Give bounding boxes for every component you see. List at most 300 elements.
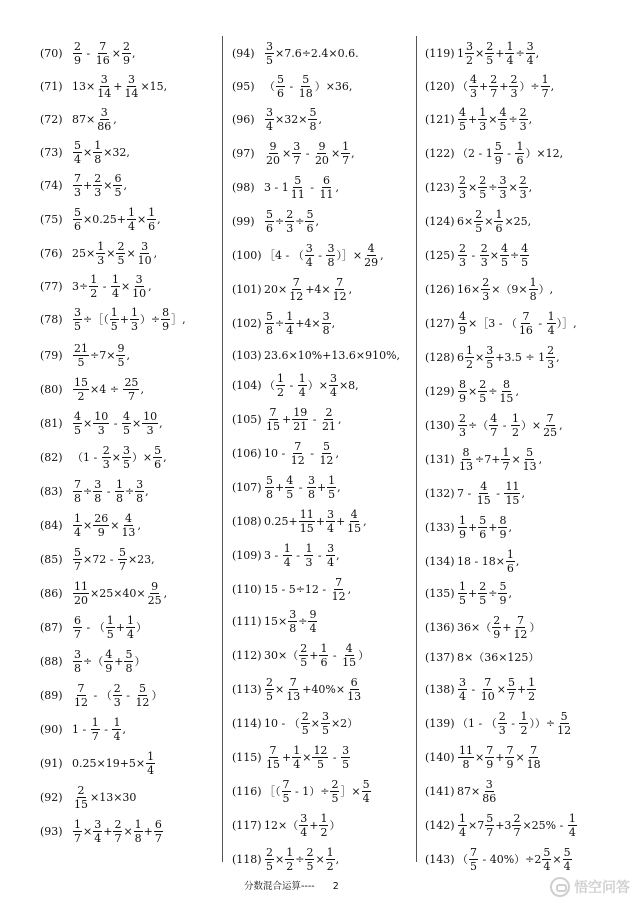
fraction-denominator: 4	[362, 791, 370, 805]
problem-item	[425, 512, 512, 542]
problem-number: (136)	[425, 620, 455, 634]
fraction-numerator: 3	[307, 473, 315, 487]
fraction	[299, 813, 308, 838]
fraction	[458, 107, 467, 132]
expression-text: ,	[363, 514, 367, 528]
expression-text: ×72 -	[83, 552, 117, 566]
expression-text: ×	[282, 146, 292, 160]
expression-text: ,	[515, 554, 520, 568]
expression-text: ×	[136, 212, 147, 226]
fraction	[505, 745, 514, 770]
problem-number: (96)	[232, 112, 255, 126]
expression-text: -	[468, 248, 479, 262]
problem-item	[425, 71, 554, 101]
fraction	[147, 581, 163, 606]
fraction-denominator: 13	[522, 459, 537, 473]
fraction-denominator: 15	[499, 391, 514, 405]
expression-text: ,	[331, 316, 336, 330]
fraction-denominator: 9	[493, 627, 501, 641]
problem-item	[425, 274, 553, 304]
problem-expression	[457, 379, 519, 404]
expression-text: ,	[521, 486, 525, 500]
fraction	[124, 649, 133, 674]
fraction	[341, 141, 350, 166]
fraction-denominator: 5	[328, 487, 336, 501]
expression-text: ,	[337, 412, 342, 426]
fraction-denominator: 3	[97, 423, 105, 437]
fraction-numerator: 9	[117, 341, 125, 355]
fraction-numerator: 1	[506, 39, 514, 53]
fraction	[498, 581, 507, 606]
fraction-numerator: 2	[300, 641, 308, 655]
fraction	[301, 711, 310, 736]
fraction-numerator: 3	[136, 477, 144, 491]
expression-text: ×	[110, 518, 120, 532]
fraction-numerator: 10	[143, 409, 158, 423]
problem-item	[40, 204, 161, 234]
expression-text: +	[316, 480, 327, 494]
problem-expression	[264, 543, 340, 568]
problem-number: (142)	[425, 818, 455, 832]
problem-expression	[457, 779, 498, 804]
fraction	[161, 307, 170, 332]
fraction-denominator: 5	[470, 859, 477, 873]
expression-text: （	[264, 79, 275, 93]
expression-text: ×2）	[330, 716, 359, 730]
fraction	[288, 609, 297, 634]
expression-text: ×	[275, 852, 285, 866]
expression-text: ×32×	[275, 112, 308, 126]
expression-text: 25×	[72, 246, 96, 260]
fraction-denominator: 5	[117, 253, 125, 267]
problem-item	[425, 810, 578, 840]
problem-item	[40, 442, 167, 472]
expression-text: ÷	[488, 180, 498, 194]
problem-expression	[264, 209, 319, 234]
fraction	[314, 141, 330, 166]
fraction-denominator: 8	[94, 152, 102, 166]
fraction-denominator: 16	[518, 323, 533, 337]
problem-number: (103)	[232, 348, 262, 362]
fraction-numerator: 4	[345, 641, 353, 655]
problem-item	[425, 578, 512, 608]
problem-item	[232, 574, 351, 604]
expression-text: ,	[126, 348, 130, 362]
expression-text: 8×（36×125）	[457, 650, 540, 664]
problem-expression	[72, 513, 141, 538]
problem-item	[40, 544, 155, 574]
fraction-denominator: 3	[498, 723, 506, 737]
fraction-numerator: 6	[350, 675, 358, 689]
fraction	[146, 751, 155, 776]
expression-text: +	[83, 178, 93, 192]
fraction-denominator: 16	[95, 53, 110, 67]
fraction-denominator: 5	[122, 423, 130, 437]
fraction-numerator: 2	[325, 405, 333, 419]
problem-item	[425, 240, 530, 270]
fraction-numerator: 7	[77, 681, 85, 695]
fraction-numerator: 5	[277, 72, 284, 86]
problem-item	[232, 240, 384, 270]
expression-text: ,	[315, 214, 319, 228]
expression-text: ,	[335, 852, 340, 866]
problem-item	[40, 476, 149, 506]
problem-expression	[457, 745, 543, 770]
expression-text: （	[457, 79, 468, 93]
problem-item	[425, 546, 519, 576]
problem-expression	[264, 74, 352, 99]
fraction	[458, 379, 467, 404]
fraction-denominator: 13	[459, 459, 473, 473]
fraction-denominator: 9	[494, 153, 502, 167]
expression-text: ）×	[307, 378, 328, 392]
problem-number: (124)	[425, 214, 455, 228]
fraction	[520, 243, 529, 268]
fraction-numerator: 5	[560, 709, 568, 723]
fraction	[489, 413, 498, 438]
fraction-denominator: 7	[154, 831, 162, 845]
expression-text: +4×	[305, 282, 331, 296]
problem-number: (94)	[232, 46, 255, 60]
problem-expression	[457, 209, 531, 234]
fraction-numerator: 7	[486, 743, 494, 757]
problem-item	[40, 38, 135, 68]
fraction-numerator: 19	[293, 405, 308, 419]
fraction	[73, 207, 82, 232]
fraction-denominator: 15	[299, 521, 314, 535]
problem-expression	[264, 577, 351, 602]
expression-text: ）	[529, 620, 541, 634]
fraction-denominator: 6	[516, 153, 524, 167]
fraction-denominator: 3	[113, 695, 121, 709]
fraction	[73, 173, 82, 198]
fraction-numerator: 7	[282, 777, 290, 791]
fraction	[505, 41, 514, 66]
fraction-denominator: 21	[293, 419, 308, 433]
expression-text: ÷	[488, 586, 498, 600]
expression-text: +	[468, 520, 478, 534]
fraction-denominator: 7	[74, 627, 81, 641]
fraction-numerator: 2	[510, 72, 518, 86]
expression-text: +	[499, 79, 509, 93]
fraction	[122, 445, 131, 470]
expression-text: -	[110, 416, 121, 430]
fraction-denominator: 5	[342, 757, 350, 771]
fraction-denominator: 7	[490, 86, 498, 100]
fraction-denominator: 18	[526, 757, 541, 771]
fraction-denominator: 6	[495, 221, 503, 235]
fraction	[327, 475, 336, 500]
expression-text: ×［3 - （	[468, 316, 517, 330]
problem-number: (116)	[232, 784, 262, 798]
fraction	[298, 74, 314, 99]
fraction	[153, 445, 162, 470]
fraction-denominator: 4	[543, 859, 551, 873]
expression-text: ,	[556, 350, 560, 364]
fraction-numerator: 5	[302, 72, 310, 86]
fraction-numerator: 3	[122, 443, 130, 457]
fraction-numerator: 2	[498, 709, 506, 723]
fraction-denominator: 3	[146, 423, 154, 437]
expression-text: ,	[348, 282, 353, 296]
fraction-denominator: 7	[490, 425, 498, 439]
fraction-numerator: 5	[294, 173, 302, 187]
fraction-denominator: 5	[74, 423, 81, 437]
fraction-denominator: 2	[90, 286, 98, 300]
fraction-denominator: 21	[321, 419, 336, 433]
fraction-numerator: 1	[147, 749, 155, 763]
expression-text: ×（9×	[491, 282, 528, 296]
expression-text: +	[115, 620, 125, 634]
fraction	[469, 847, 478, 872]
fraction	[546, 345, 555, 370]
fraction	[529, 277, 538, 302]
fraction-denominator: 9	[122, 53, 130, 67]
fraction-numerator: 2	[94, 171, 102, 185]
expression-text: ÷［（	[83, 312, 109, 326]
expression-text: 1	[457, 46, 464, 60]
problem-item	[40, 816, 164, 846]
expression-text: 87×	[72, 112, 96, 126]
fraction-denominator: 7	[502, 459, 510, 473]
fraction-denominator: 18	[298, 86, 313, 100]
problem-number: (107)	[232, 480, 262, 494]
fraction-numerator: 7	[470, 845, 477, 859]
fraction-numerator: 1	[511, 411, 519, 425]
expression-text: ,	[131, 46, 136, 60]
fraction	[93, 173, 102, 198]
problem-number: (76)	[40, 246, 63, 260]
fraction-numerator: 4	[499, 105, 507, 119]
expression-text: ÷7×	[90, 348, 116, 362]
fraction-denominator: 12	[135, 695, 150, 709]
fraction-numerator: 5	[322, 439, 330, 453]
fraction-numerator: 26	[94, 511, 109, 525]
expression-text: ×	[123, 824, 133, 838]
expression-text: 7 -	[457, 486, 475, 500]
fraction	[285, 311, 294, 336]
fraction	[73, 479, 82, 504]
problem-expression	[72, 785, 136, 810]
expression-text: +	[282, 412, 292, 426]
problem-number: (83)	[40, 484, 63, 498]
expression-text: +	[309, 648, 319, 662]
problem-number: (134)	[425, 554, 455, 568]
expression-text: 0.25×19+5×	[72, 756, 146, 770]
fraction-denominator: 3	[94, 185, 102, 199]
fraction-numerator: 1	[495, 207, 503, 221]
problem-item	[40, 680, 162, 710]
fraction-numerator: 7	[294, 439, 302, 453]
expression-text: ［（	[264, 784, 281, 798]
fraction-denominator: 7	[91, 729, 99, 743]
fraction-denominator: 6	[506, 561, 514, 575]
fraction-denominator: 4	[309, 621, 317, 635]
fraction	[326, 509, 335, 534]
problem-number: (80)	[40, 382, 63, 396]
problem-number: (125)	[425, 248, 455, 262]
fraction-denominator: 7	[486, 825, 494, 839]
fraction-denominator: 9	[459, 527, 466, 541]
fraction-numerator: 3	[266, 105, 273, 119]
fraction	[458, 243, 467, 268]
fraction	[501, 447, 510, 472]
problem-item	[232, 370, 359, 400]
problem-expression	[72, 307, 186, 332]
expression-text: -	[314, 548, 326, 562]
problem-expression	[457, 345, 560, 370]
problem-expression	[264, 277, 352, 302]
problem-item	[232, 708, 358, 738]
expression-text: ×	[275, 682, 285, 696]
fraction-numerator: 3	[94, 817, 102, 831]
fraction	[265, 41, 274, 66]
expression-text: 16×	[457, 282, 481, 296]
expression-text: ×7.6÷2.4×0.6.	[275, 46, 359, 60]
fraction-denominator: 12	[290, 453, 305, 467]
fraction-denominator: 7	[507, 689, 515, 703]
expression-text: -	[306, 446, 318, 460]
expression-text: 12×（	[264, 818, 299, 832]
expression-text: ,	[140, 382, 144, 396]
fraction	[526, 41, 535, 66]
fraction	[134, 819, 143, 844]
fraction-denominator: 5	[301, 723, 309, 737]
problem-item	[425, 342, 560, 372]
fraction-denominator: 4	[526, 53, 534, 67]
fraction-numerator: 1	[305, 541, 313, 555]
fraction	[285, 209, 294, 234]
problem-expression	[72, 411, 163, 436]
fraction-numerator: 3	[266, 39, 273, 53]
fraction-numerator: 5	[266, 309, 273, 323]
fraction	[112, 717, 121, 742]
fraction-numerator: 1	[293, 743, 301, 757]
fraction	[73, 819, 82, 844]
expression-text: ÷（	[468, 418, 489, 432]
problem-expression	[457, 447, 542, 472]
expression-text: - 1）÷	[291, 784, 330, 798]
fraction-numerator: 3	[135, 272, 143, 286]
fraction-numerator: 7	[516, 613, 524, 627]
fraction	[134, 683, 150, 708]
fraction-denominator: 8	[462, 757, 470, 771]
fraction-denominator: 8	[74, 491, 81, 505]
problem-item	[425, 478, 525, 508]
fraction	[485, 745, 494, 770]
fraction-numerator: 4	[480, 479, 488, 493]
expression-text: ÷	[509, 248, 520, 262]
problem-expression	[457, 74, 554, 99]
expression-text: +	[282, 750, 292, 764]
fraction-numerator: 3	[321, 709, 329, 723]
problem-item	[232, 138, 355, 168]
fraction-denominator: 5	[479, 593, 487, 607]
fraction-denominator: 6	[154, 457, 162, 471]
fraction-denominator: 2	[466, 357, 473, 371]
problem-number: (81)	[40, 416, 63, 430]
fraction-denominator: 4	[459, 825, 466, 839]
fraction	[89, 274, 98, 299]
problem-number: (143)	[425, 852, 455, 866]
problem-expression	[264, 373, 359, 398]
expression-text: ,	[123, 178, 127, 192]
expression-text: -	[507, 716, 519, 730]
problem-item	[232, 340, 400, 370]
expression-text: ÷	[298, 614, 308, 628]
fraction	[265, 677, 274, 702]
expression-text: +	[335, 514, 346, 528]
expression-text: ,	[559, 418, 563, 432]
fraction	[282, 779, 291, 804]
expression-text: ）	[151, 688, 163, 702]
fraction	[568, 813, 577, 838]
fraction-numerator: 1	[126, 613, 134, 627]
fraction-numerator: 2	[114, 817, 122, 831]
fraction-denominator: 3	[547, 357, 555, 371]
problem-number: (95)	[232, 79, 255, 93]
fraction-denominator: 12	[289, 289, 304, 303]
problem-expression	[72, 717, 126, 742]
fraction	[299, 509, 315, 534]
fraction-numerator: 1	[466, 343, 473, 357]
expression-text: -	[503, 146, 515, 160]
fraction	[318, 175, 334, 200]
fraction-denominator: 4	[266, 119, 273, 133]
fraction	[131, 274, 147, 299]
problem-expression	[264, 243, 384, 268]
fraction	[319, 643, 328, 668]
fraction	[363, 243, 379, 268]
expression-text: +	[502, 620, 512, 634]
fraction-denominator: 8	[322, 323, 330, 337]
problem-item	[232, 104, 322, 134]
fraction-denominator: 5	[479, 187, 487, 201]
problem-item	[232, 308, 335, 338]
fraction-numerator: 7	[335, 575, 343, 589]
fraction-denominator: 5	[331, 791, 339, 805]
problem-expression	[457, 581, 512, 606]
fraction-denominator: 4	[300, 825, 308, 839]
expression-text: ×	[111, 450, 121, 464]
expression-text: ×	[511, 452, 521, 466]
fraction-numerator: 5	[486, 811, 494, 825]
problem-expression	[264, 350, 400, 361]
expression-text: +	[479, 79, 489, 93]
fraction-numerator: 9	[151, 579, 159, 593]
fraction-numerator: 5	[125, 647, 133, 661]
fraction	[489, 74, 498, 99]
fraction-numerator: 2	[475, 207, 483, 221]
problem-number: (111)	[232, 614, 262, 628]
expression-text: ×	[496, 682, 506, 696]
fraction	[276, 74, 285, 99]
fraction	[498, 711, 507, 736]
problem-number: (117)	[232, 818, 262, 832]
fraction	[485, 345, 494, 370]
problem-item	[232, 172, 339, 202]
fraction	[93, 513, 109, 538]
fraction-denominator: 8	[307, 487, 315, 501]
fraction-numerator: 1	[298, 371, 306, 385]
problem-expression	[264, 711, 358, 736]
expression-text: ×	[83, 518, 93, 532]
fraction-numerator: 2	[266, 845, 273, 859]
expression-text: - （	[90, 688, 112, 702]
fraction-denominator: 10	[132, 286, 147, 300]
problem-number: (97)	[232, 146, 255, 160]
problem-number: (88)	[40, 654, 63, 668]
